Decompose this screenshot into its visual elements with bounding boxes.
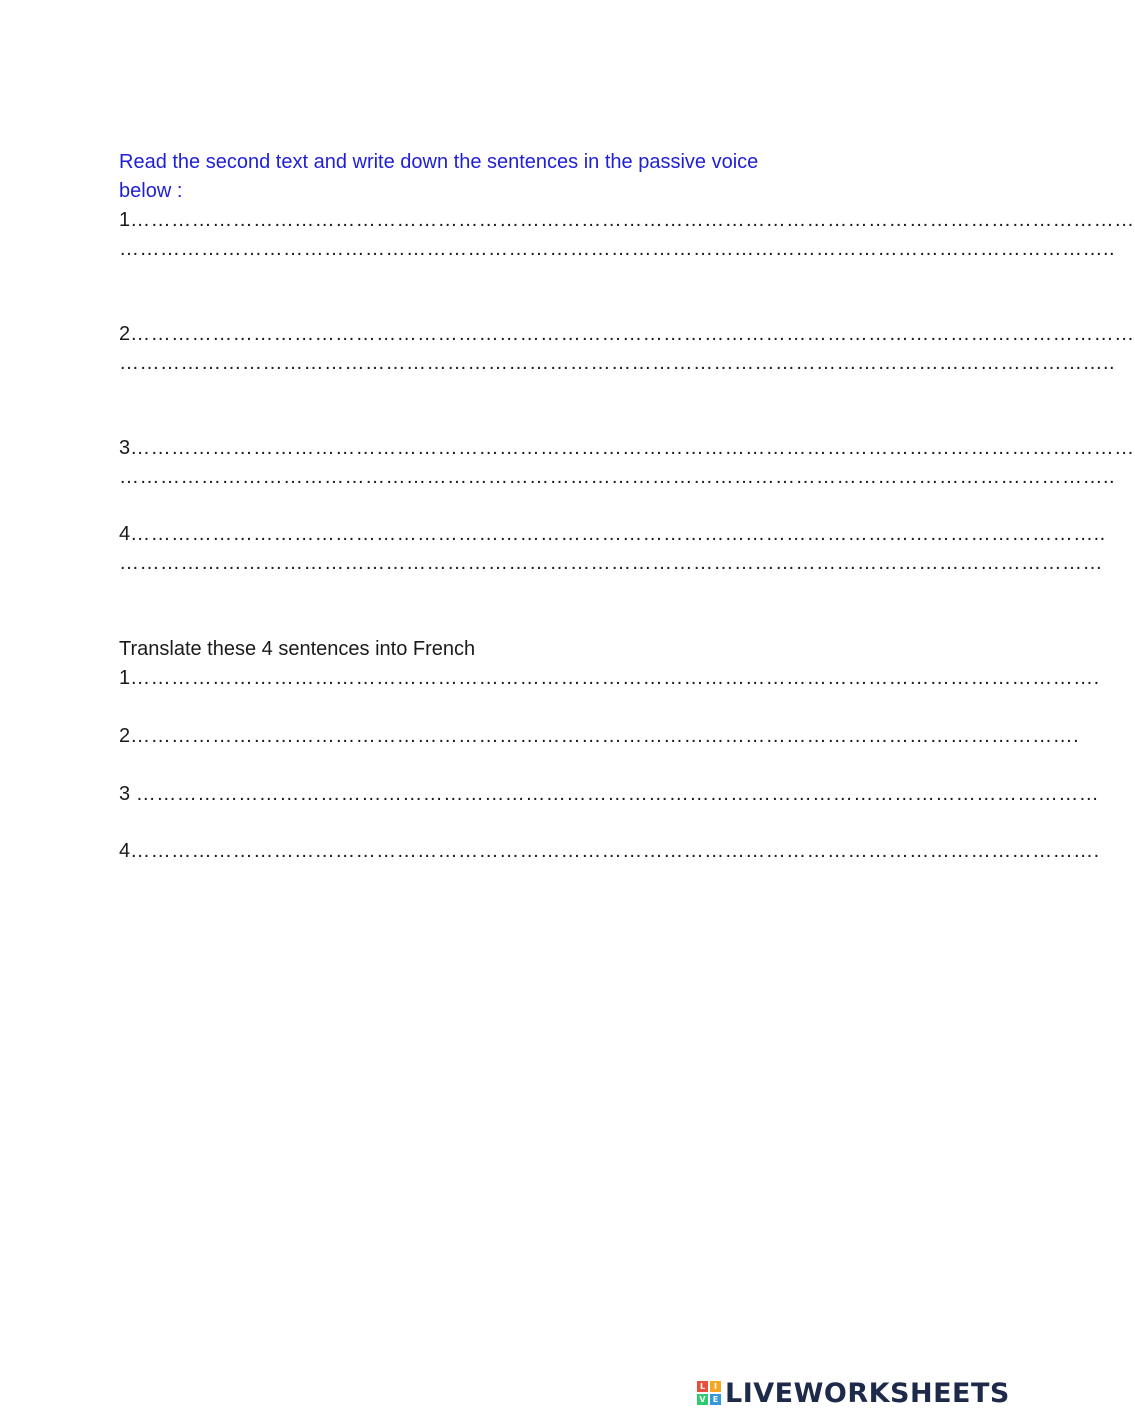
answer-number: 3: [119, 437, 131, 459]
logo-letter: I: [710, 1381, 721, 1392]
answer-number: 2: [119, 323, 131, 345]
answer-dots: ………………………………………………………………………………………………………………………………..: [119, 352, 1116, 374]
answer-dots: ………………………………………………………………………………………………………………………………..: [119, 466, 1116, 488]
translate-item-4[interactable]: [119, 837, 1100, 865]
answer-dots: …………………………………………………………………………………………………………………………………: [130, 323, 1135, 345]
translate-item-2[interactable]: [119, 722, 1080, 750]
translate-number: 1: [119, 667, 131, 689]
translate-heading: Translate these 4 sentences into French: [119, 638, 476, 660]
instruction-line-2: below :: [119, 180, 183, 202]
translate-dots: …………………………………………………………………………………………………………………………….: [130, 667, 1100, 689]
translate-dots: …………………………………………………………………………………………………………………………….: [130, 840, 1100, 862]
liveworksheets-logo: [697, 1377, 1010, 1409]
answer-3-line-2[interactable]: [119, 463, 1116, 491]
instruction-line-1: Read the second text and write down the sentences in the passive voice: [119, 151, 759, 173]
logo-icon: [697, 1381, 721, 1405]
answer-dots: ………………………………………………………………………………………………………………………………: [119, 552, 1103, 574]
answer-3-line-1[interactable]: [119, 434, 1135, 462]
answer-4-line-1[interactable]: [119, 520, 1106, 548]
translate-number: 2: [119, 725, 131, 747]
translate-item-3[interactable]: [119, 780, 1100, 808]
answer-4-line-2[interactable]: [119, 549, 1103, 577]
answer-dots: …………………………………………………………………………………………………………………………………: [130, 437, 1135, 459]
logo-text: LIVEWORKSHEETS: [725, 1377, 1010, 1409]
answer-number: 1: [119, 209, 131, 231]
answer-2-line-1[interactable]: [119, 320, 1135, 348]
answer-number: 4: [119, 523, 131, 545]
answer-1-line-1[interactable]: [119, 206, 1135, 234]
translate-number: 4: [119, 840, 131, 862]
answer-2-line-2[interactable]: [119, 349, 1116, 377]
translate-number: 3: [119, 783, 136, 805]
answer-dots: ………………………………………………………………………………………………………………………………..: [119, 238, 1116, 260]
translate-dots: ……………………………………………………………………………………………………………………………: [135, 783, 1100, 805]
logo-letter: E: [710, 1394, 721, 1405]
logo-letter: V: [697, 1394, 708, 1405]
logo-letter: L: [697, 1381, 708, 1392]
answer-dots: ……………………………………………………………………………………………………………………………..: [130, 523, 1106, 545]
translate-item-1[interactable]: [119, 664, 1100, 692]
answer-1-line-2[interactable]: [119, 235, 1116, 263]
translate-dots: ………………………………………………………………………………………………………………………….: [130, 725, 1080, 747]
answer-dots: …………………………………………………………………………………………………………………………………: [130, 209, 1135, 231]
